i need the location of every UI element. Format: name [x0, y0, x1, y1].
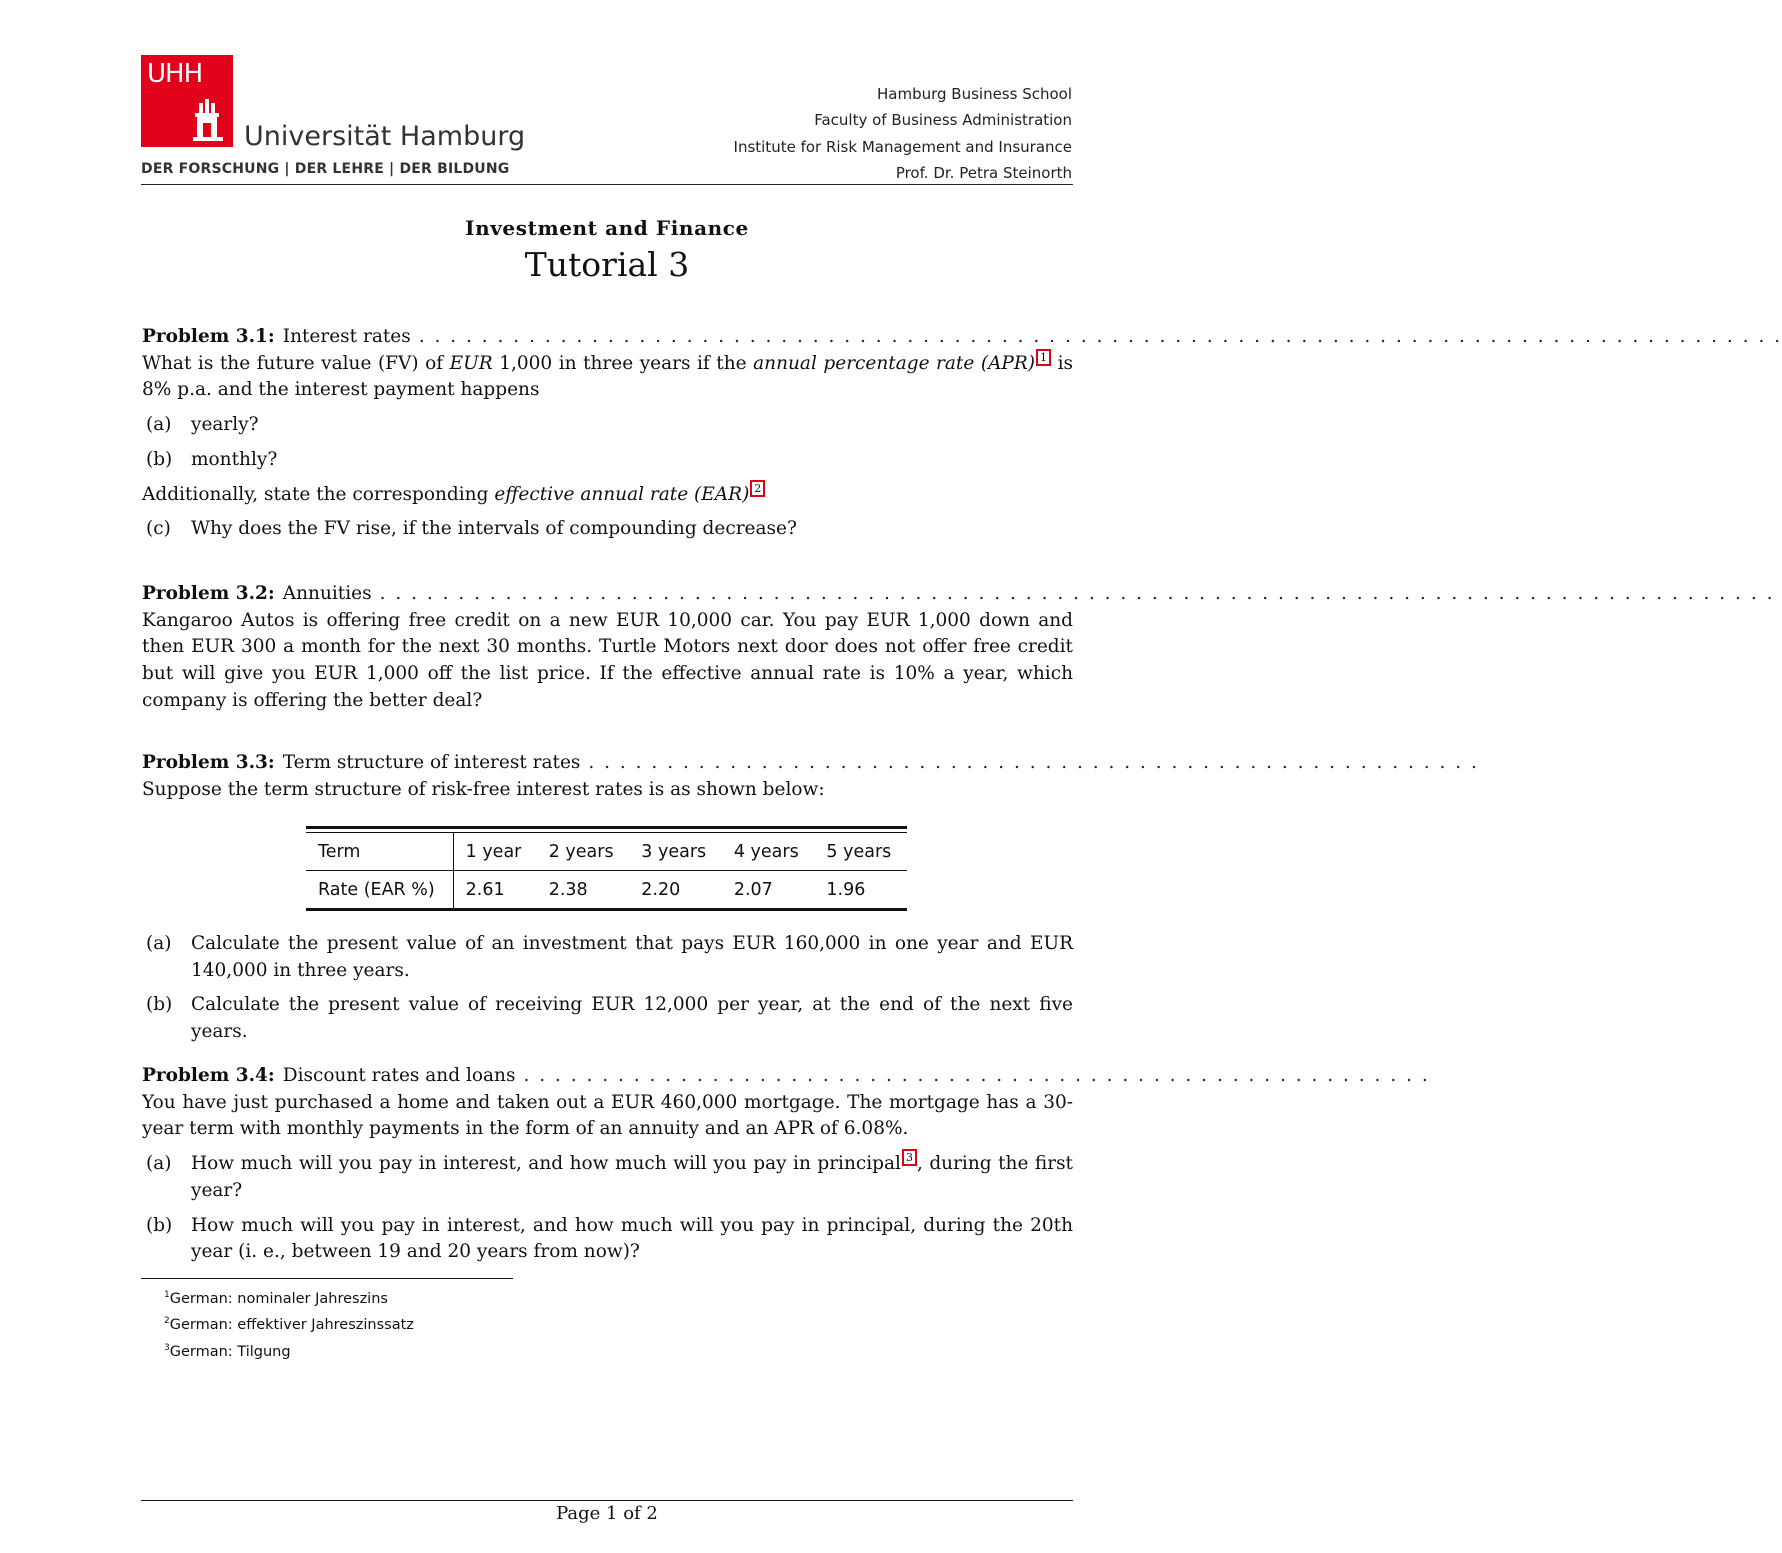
tutorial-title: Tutorial 3: [524, 245, 690, 284]
list-item: [142, 447, 1073, 474]
item-text: monthly?: [191, 448, 278, 470]
footnote-text: German: Tilgung: [169, 1343, 291, 1360]
text-run: is 8% p.a. and the interest payment happens: [142, 352, 1073, 401]
text-run-italic: annual percentage rate (APR): [753, 352, 1036, 374]
problem-text: Kangaroo Autos is offering free credit on a new EUR 10,000 car. You pay EUR 1,000 down and then EUR 300 a month for the next 30 months. Turtle Motors next door does not offer free credit but will give you EUR 1,000 off the list price. If the effective annual rate is 10% a year, which company is offering the better deal?: [142, 609, 1073, 711]
text-run: 1,000 in three years if the: [499, 352, 747, 374]
item-label: (b): [146, 994, 173, 1016]
item-label: (b): [146, 1214, 173, 1236]
problem-number: Problem 3.4:: [142, 1065, 275, 1086]
problem-number: Problem 3.3:: [142, 752, 275, 773]
leader-dots: . . . . . . . . . . . . . . . . . . . . . . . . . . . . . . . . . . . . . . . . . . . . . . . . . . . . . . . . . . . . . . . . . . . . . . . . . . . . . . . . . . . . . . .: [418, 326, 1782, 347]
header-institute: Institute for Risk Management and Insurance: [733, 137, 1072, 156]
footnote-link-1[interactable]: 1: [1036, 349, 1051, 366]
item-text: Why does the FV rise, if the intervals of compounding decrease?: [191, 518, 797, 540]
course-title: Investment and Finance: [465, 216, 749, 240]
text-run-italic: effective annual rate (EAR): [494, 483, 750, 505]
problem-heading: [142, 1063, 1430, 1090]
header-faculty: Faculty of Business Administration: [814, 111, 1072, 130]
footnotes: [164, 1284, 414, 1363]
logo-tagline: DER FORSCHUNG | DER LEHRE | DER BILDUNG: [141, 161, 510, 177]
footnote-number: 3: [164, 1342, 170, 1353]
text-run: How much will you pay in interest, and how much will you pay in principal: [191, 1153, 901, 1175]
leader-dots: . . . . . . . . . . . . . . . . . . . . . . . . . . . . . . . . . . . . . . . . . . . . . . . . . . . . . . . . .: [588, 752, 1479, 773]
item-text: [191, 1151, 1073, 1204]
problem-3-1: [142, 324, 1782, 543]
table-header-cell: 5 years: [814, 833, 907, 871]
list-item: [142, 992, 1073, 1045]
additional-text: [142, 482, 1073, 509]
header-divider: [141, 184, 1073, 185]
footer-divider: [141, 1500, 1073, 1501]
table-header-cell: 2 years: [537, 833, 630, 871]
table-header-cell: 4 years: [722, 833, 815, 871]
problem-3-2: [142, 581, 1775, 715]
footnote-text: German: nominaler Jahreszins: [169, 1290, 388, 1307]
footnote-item: [164, 1284, 414, 1310]
logo-mark-text: UHH: [147, 59, 203, 89]
problem-title: Term structure of interest rates: [282, 752, 581, 773]
problem-text: You have just purchased a home and taken out a EUR 460,000 mortgage. The mortgage has a 30-year term with monthly payments in the form of an annuity and an APR of 6.08%.: [142, 1091, 1073, 1140]
problem-heading: [142, 324, 1782, 351]
item-text: How much will you pay in interest, and how much will you pay in principal, during the 20th year (i. e., between 19 and 20 years from now)?: [191, 1214, 1073, 1263]
problem-heading: [142, 581, 1775, 608]
problem-number: Problem 3.1:: [142, 326, 275, 347]
item-label: (c): [146, 518, 171, 540]
list-item: [142, 931, 1073, 984]
leader-dots: . . . . . . . . . . . . . . . . . . . . . . . . . . . . . . . . . . . . . . . . . . . . . . . . . . . . . . . . . .: [523, 1065, 1430, 1086]
text-run: What is the future value (FV) of: [142, 352, 444, 374]
table-header-cell: 3 years: [629, 833, 722, 871]
item-text: Calculate the present value of an investment that pays EUR 160,000 in one year and EUR 140,000 in three years.: [191, 933, 1073, 981]
table-cell: 2.20: [629, 871, 722, 910]
problem-text: [142, 351, 1073, 404]
problem-title: Interest rates: [282, 326, 411, 347]
table-cell: 2.61: [453, 871, 537, 910]
table-header-cell: 1 year: [453, 833, 537, 871]
list-item: [142, 1213, 1073, 1266]
logo-name: Universität Hamburg: [244, 121, 526, 152]
problem-3-3: [142, 750, 1479, 803]
footnote-item: [164, 1337, 414, 1363]
text-run-italic: EUR: [449, 352, 493, 374]
list-item: [142, 412, 1073, 439]
problem-3-3-items: [142, 931, 1073, 1046]
text-run: Additionally, state the corresponding: [142, 483, 489, 505]
institution-header: [734, 81, 1072, 186]
text-run: , during the first year?: [191, 1153, 1073, 1201]
item-text: yearly?: [191, 414, 259, 436]
footnote-divider: [141, 1278, 513, 1279]
list-item: [142, 516, 1073, 543]
item-label: (a): [146, 414, 172, 436]
table-cell: 1.96: [814, 871, 907, 910]
table-cell: Rate (EAR %): [306, 871, 453, 910]
university-logo: [141, 55, 526, 185]
list-item: [142, 1151, 1073, 1204]
table-cell: 2.07: [722, 871, 815, 910]
header-professor: Prof. Dr. Petra Steinorth: [895, 163, 1072, 182]
leader-dots: . . . . . . . . . . . . . . . . . . . . . . . . . . . . . . . . . . . . . . . . . . . . . . . . . . . . . . . . . . . . . . . . . . . . . . . . . . . . . . . . . . . . . . . . .: [379, 583, 1775, 604]
table-cell: 2.38: [537, 871, 630, 910]
item-label: (b): [146, 448, 173, 470]
footnote-number: 2: [164, 1316, 170, 1327]
problem-heading: [142, 750, 1479, 777]
logo-mark: [141, 55, 233, 147]
table-header-cell: Term: [306, 833, 453, 871]
item-label: (a): [146, 1153, 172, 1175]
footnote-text: German: effektiver Jahreszinssatz: [169, 1317, 414, 1334]
problem-title: Annuities: [282, 583, 372, 604]
term-structure-table: [306, 826, 907, 911]
problem-3-4: [142, 1063, 1430, 1266]
problem-title: Discount rates and loans: [282, 1065, 516, 1086]
header-school: Hamburg Business School: [876, 85, 1072, 103]
footnote-link-2[interactable]: 2: [750, 480, 765, 497]
city-gate-icon: [141, 55, 233, 147]
footnote-item: [164, 1310, 414, 1336]
table-header-row: [306, 833, 907, 871]
problem-text: Suppose the term structure of risk-free interest rates is as shown below:: [142, 778, 825, 800]
problem-number: Problem 3.2:: [142, 583, 275, 604]
footnote-number: 1: [164, 1290, 170, 1300]
page-number: Page 1 of 2: [556, 1503, 658, 1524]
item-label: (a): [146, 933, 172, 954]
table-row: [306, 871, 907, 910]
item-text: Calculate the present value of receiving EUR 12,000 per year, at the end of the next five years.: [191, 994, 1073, 1043]
footnote-link-3[interactable]: 3: [902, 1149, 917, 1166]
